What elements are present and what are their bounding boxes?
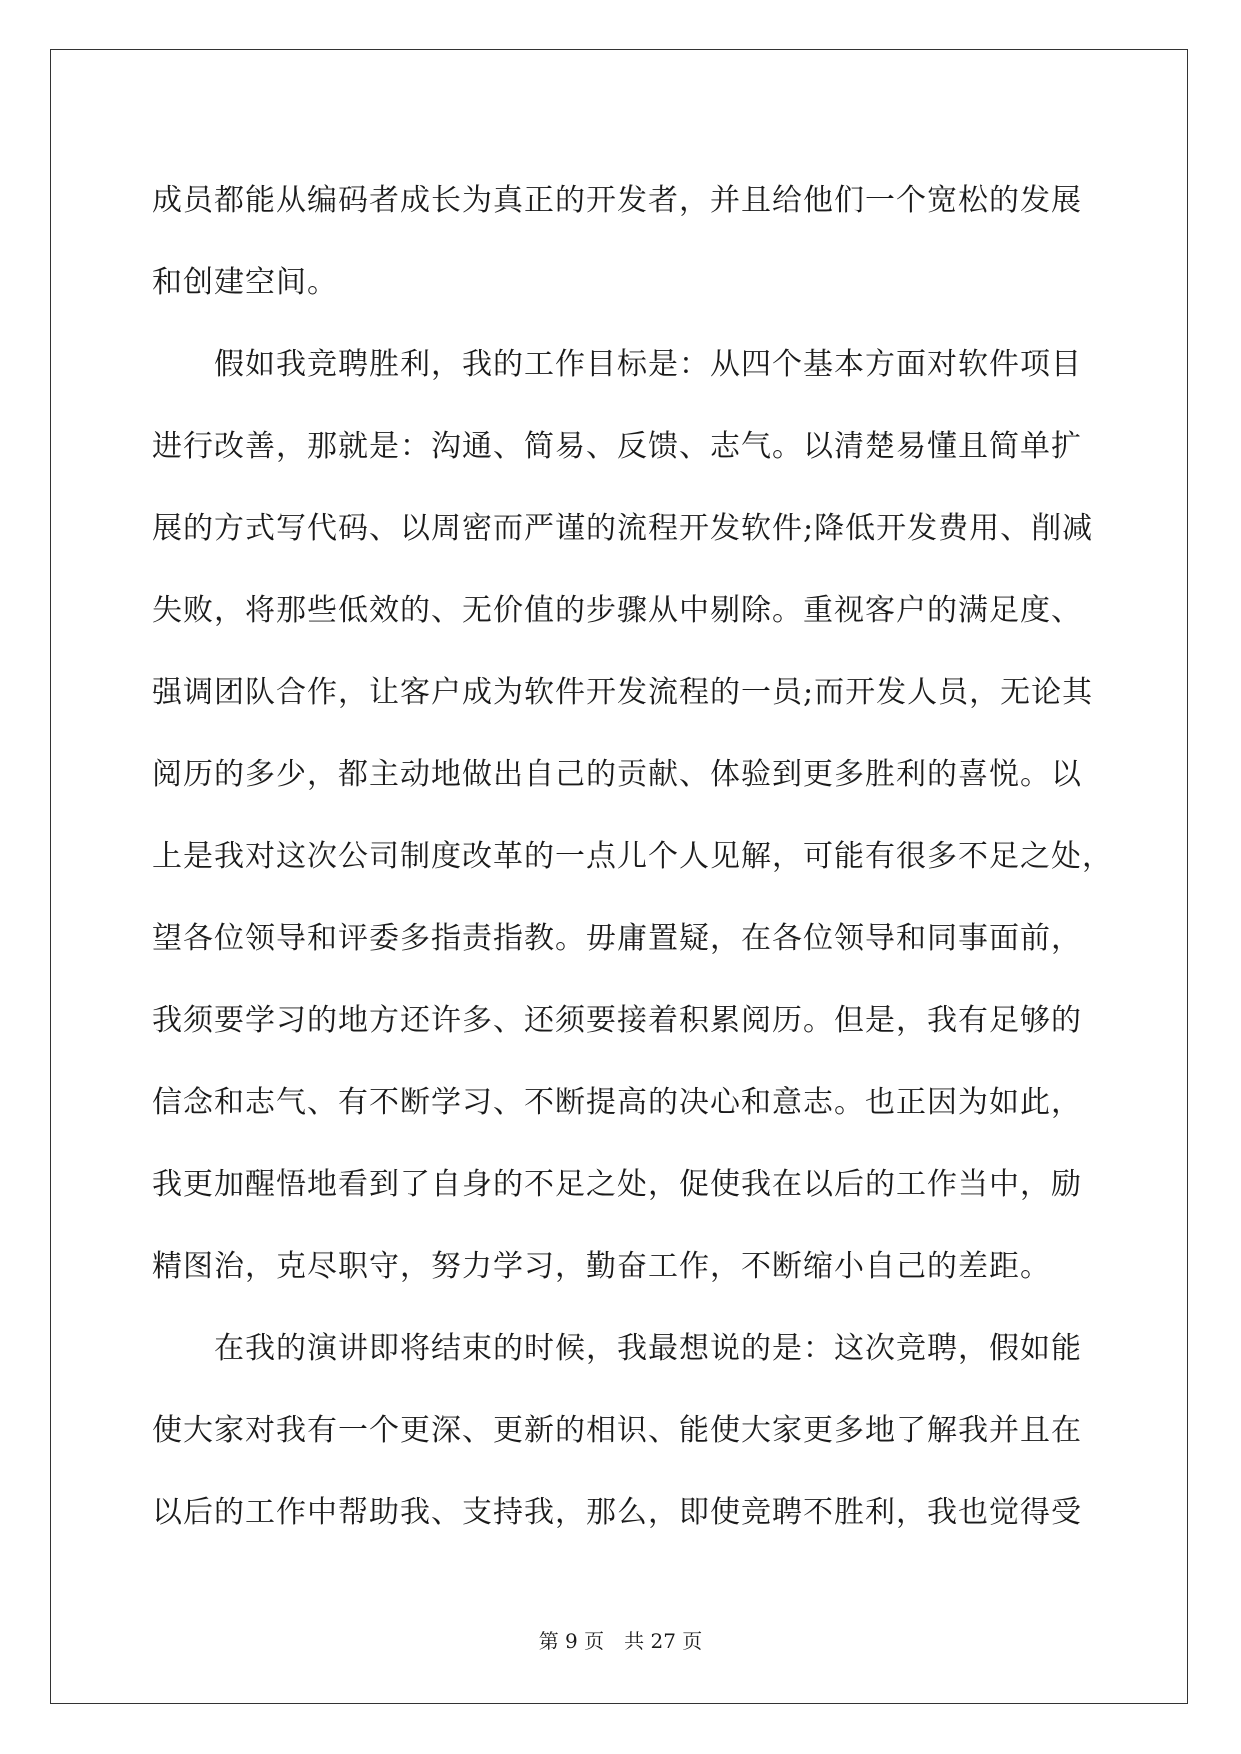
page-number: 第 9 页 共 27 页 — [538, 1629, 703, 1653]
text-line: 强调团队合作，让客户成为软件开发流程的一员;而开发人员，无论其 — [152, 675, 1094, 710]
text-line: 在我的演讲即将结束的时候，我最想说的是：这次竞聘，假如能 — [152, 1331, 1082, 1366]
text-line: 和创建空间。 — [152, 265, 338, 300]
text-line: 假如我竞聘胜利，我的工作目标是：从四个基本方面对软件项目 — [152, 347, 1082, 382]
text-line: 信念和志气、有不断学习、不断提高的决心和意志。也正因为如此， — [152, 1085, 1082, 1120]
document-body — [152, 160, 1113, 1554]
text-line: 阅历的多少，都主动地做出自己的贡献、体验到更多胜利的喜悦。以 — [152, 757, 1082, 792]
text-line: 精图治，克尽职守，努力学习，勤奋工作，不断缩小自己的差距。 — [152, 1249, 1051, 1284]
text-line: 进行改善，那就是：沟通、简易、反馈、志气。以清楚易懂且简单扩 — [152, 429, 1082, 464]
page-footer — [0, 1625, 1241, 1654]
text-line: 成员都能从编码者成长为真正的开发者，并且给他们一个宽松的发展 — [152, 183, 1082, 218]
text-line: 使大家对我有一个更深、更新的相识、能使大家更多地了解我并且在 — [152, 1413, 1082, 1448]
text-line: 失败，将那些低效的、无价值的步骤从中剔除。重视客户的满足度、 — [152, 593, 1082, 628]
text-line: 我更加醒悟地看到了自身的不足之处，促使我在以后的工作当中，励 — [152, 1167, 1082, 1202]
text-line: 上是我对这次公司制度改革的一点儿个人见解，可能有很多不足之处， — [152, 839, 1113, 874]
text-line: 展的方式写代码、以周密而严谨的流程开发软件;降低开发费用、削减 — [152, 511, 1094, 546]
text-line: 望各位领导和评委多指责指教。毋庸置疑，在各位领导和同事面前， — [152, 921, 1082, 956]
text-line: 以后的工作中帮助我、支持我，那么，即使竞聘不胜利，我也觉得受 — [152, 1495, 1082, 1530]
text-line: 我须要学习的地方还许多、还须要接着积累阅历。但是，我有足够的 — [152, 1003, 1082, 1038]
